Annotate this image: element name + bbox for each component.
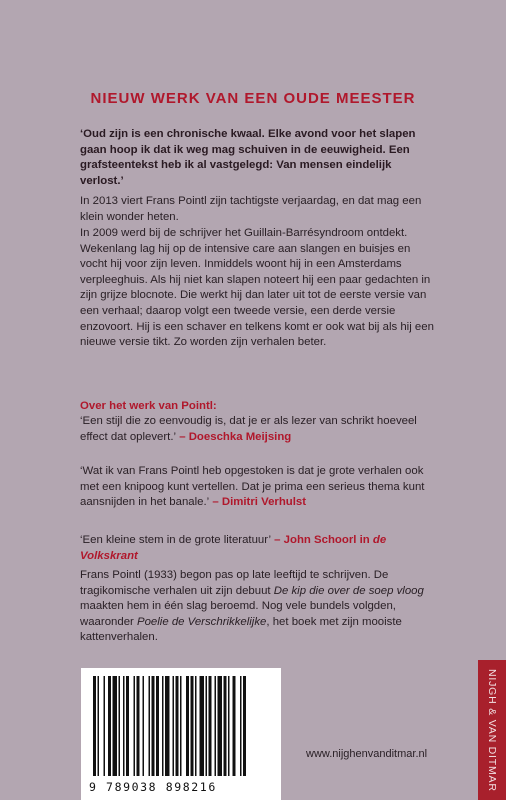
author-bio xyxy=(80,568,435,646)
barcode-bar xyxy=(98,676,100,776)
barcode-bar xyxy=(206,676,208,776)
opening-quote xyxy=(80,127,435,189)
barcode-bar xyxy=(108,676,111,776)
review-3-source: – John Schoorl in xyxy=(271,534,373,546)
barcode-bar xyxy=(191,676,194,776)
barcode-number: 9 789038 898216 xyxy=(89,780,217,794)
barcode-bar xyxy=(126,676,129,776)
barcode-bar xyxy=(104,676,106,776)
barcode-bar xyxy=(152,676,155,776)
review-3-quote: ‘Een kleine stem in de grote literatuur’ xyxy=(80,534,271,546)
barcode xyxy=(81,668,281,800)
paragraph-1 xyxy=(80,194,435,225)
review-2 xyxy=(80,464,435,511)
bio-title-2: Poelie de Verschrikkelijke xyxy=(137,615,267,628)
review-1-source: – Doeschka Meijsing xyxy=(176,430,292,443)
review-3 xyxy=(80,533,435,564)
barcode-bar xyxy=(195,676,197,776)
bio-title-1: De kip die over de soep vloog xyxy=(273,584,424,597)
barcode-bar xyxy=(93,676,96,776)
barcode-bar xyxy=(240,676,242,776)
opening-quote-text: ‘Oud zijn is een chronische kwaal. Elke avond voor het slapen gaan hoop ik dat ik weg mag schuiven in de eeuwigheid. Een grafsteentekst heb ik al vastgelegd: Van mensen eindelijk verlost.’ xyxy=(80,128,416,187)
barcode-bar xyxy=(123,676,125,776)
review-2-quote: ‘Wat ik van Frans Pointl heb opgestoken is dat je grote verhalen ook met een knipoog kunt vertellen. Dat je prima een serieus thema kunt aansnijden in het banale.’ xyxy=(80,465,425,509)
barcode-bar xyxy=(228,676,230,776)
reviews-title: Over het werk van Pointl: xyxy=(80,400,217,412)
barcode-bar xyxy=(224,676,227,776)
barcode-bar xyxy=(173,676,175,776)
barcode-bar xyxy=(233,676,236,776)
barcode-bar xyxy=(200,676,205,776)
barcode-bar xyxy=(119,676,121,776)
bio-part-3: , het boek met zijn mooiste kattenverhalen. xyxy=(80,615,402,644)
review-1-quote: ‘Een stijl die zo eenvoudig is, dat je er als lezer van schrikt hoeveel effect dat oplevert.’ xyxy=(80,415,417,443)
barcode-bar xyxy=(180,676,182,776)
barcode-bar xyxy=(137,676,140,776)
publisher-spine-label xyxy=(478,660,506,800)
barcode-bar xyxy=(143,676,145,776)
barcode-bar xyxy=(134,676,136,776)
barcode-bar xyxy=(149,676,151,776)
bio-part-2: maakten hem in één slag beroemd. Nog vele bundels volgden, waaronder xyxy=(80,600,396,628)
barcode-bar xyxy=(162,676,164,776)
barcode-bar xyxy=(209,676,212,776)
barcode-bar xyxy=(186,676,189,776)
barcode-bar xyxy=(165,676,170,776)
publisher-name: NIJGH & VAN DITMAR xyxy=(486,668,498,792)
bio-part-1: Frans Pointl (1933) begon pas op late leeftijd te schrijven. De tragikomische verhalen uit zijn debuut xyxy=(80,569,389,597)
barcode-bar xyxy=(156,676,159,776)
barcode-bar xyxy=(215,676,217,776)
review-2-source: – Dimitri Verhulst xyxy=(209,496,307,509)
review-3-source-italic: de Volkskrant xyxy=(80,534,387,562)
publisher-website: www.nijghenvanditmar.nl xyxy=(306,748,428,760)
barcode-bar xyxy=(218,676,223,776)
barcode-bar xyxy=(176,676,179,776)
cover-heading: NIEUW WERK VAN EEN OUDE MEESTER xyxy=(90,90,416,107)
paragraph-2 xyxy=(80,226,435,351)
review-1 xyxy=(80,414,435,445)
paragraph-2-text: In 2009 werd bij de schrijver het Guillain-Barrésyndroom ontdekt. Wekenlang lag hij op de intensive care aan slangen en buisjes en vocht hij voor zijn leven. Inmiddels woont hij in een Amsterdams verpleeghuis. Als hij niet kan slapen noteert hij een paar gedachten in zijn grijze blocnote. Die werkt hij dan later uit tot de eerste versie van een verhaal; daarop volgt een tweede versie, een derde versie enzovoort. Hij is een schaver en telkens komt er ook wat bij als hij een nieuwe versie tikt. Zo worden zijn verhalen beter. xyxy=(80,227,434,349)
paragraph-1-text: In 2013 viert Frans Pointl zijn tachtigste verjaardag, en dat mag een klein wonder heten. xyxy=(80,195,422,223)
barcode-bar xyxy=(243,676,246,776)
barcode-bars xyxy=(93,676,269,780)
barcode-bar xyxy=(113,676,118,776)
